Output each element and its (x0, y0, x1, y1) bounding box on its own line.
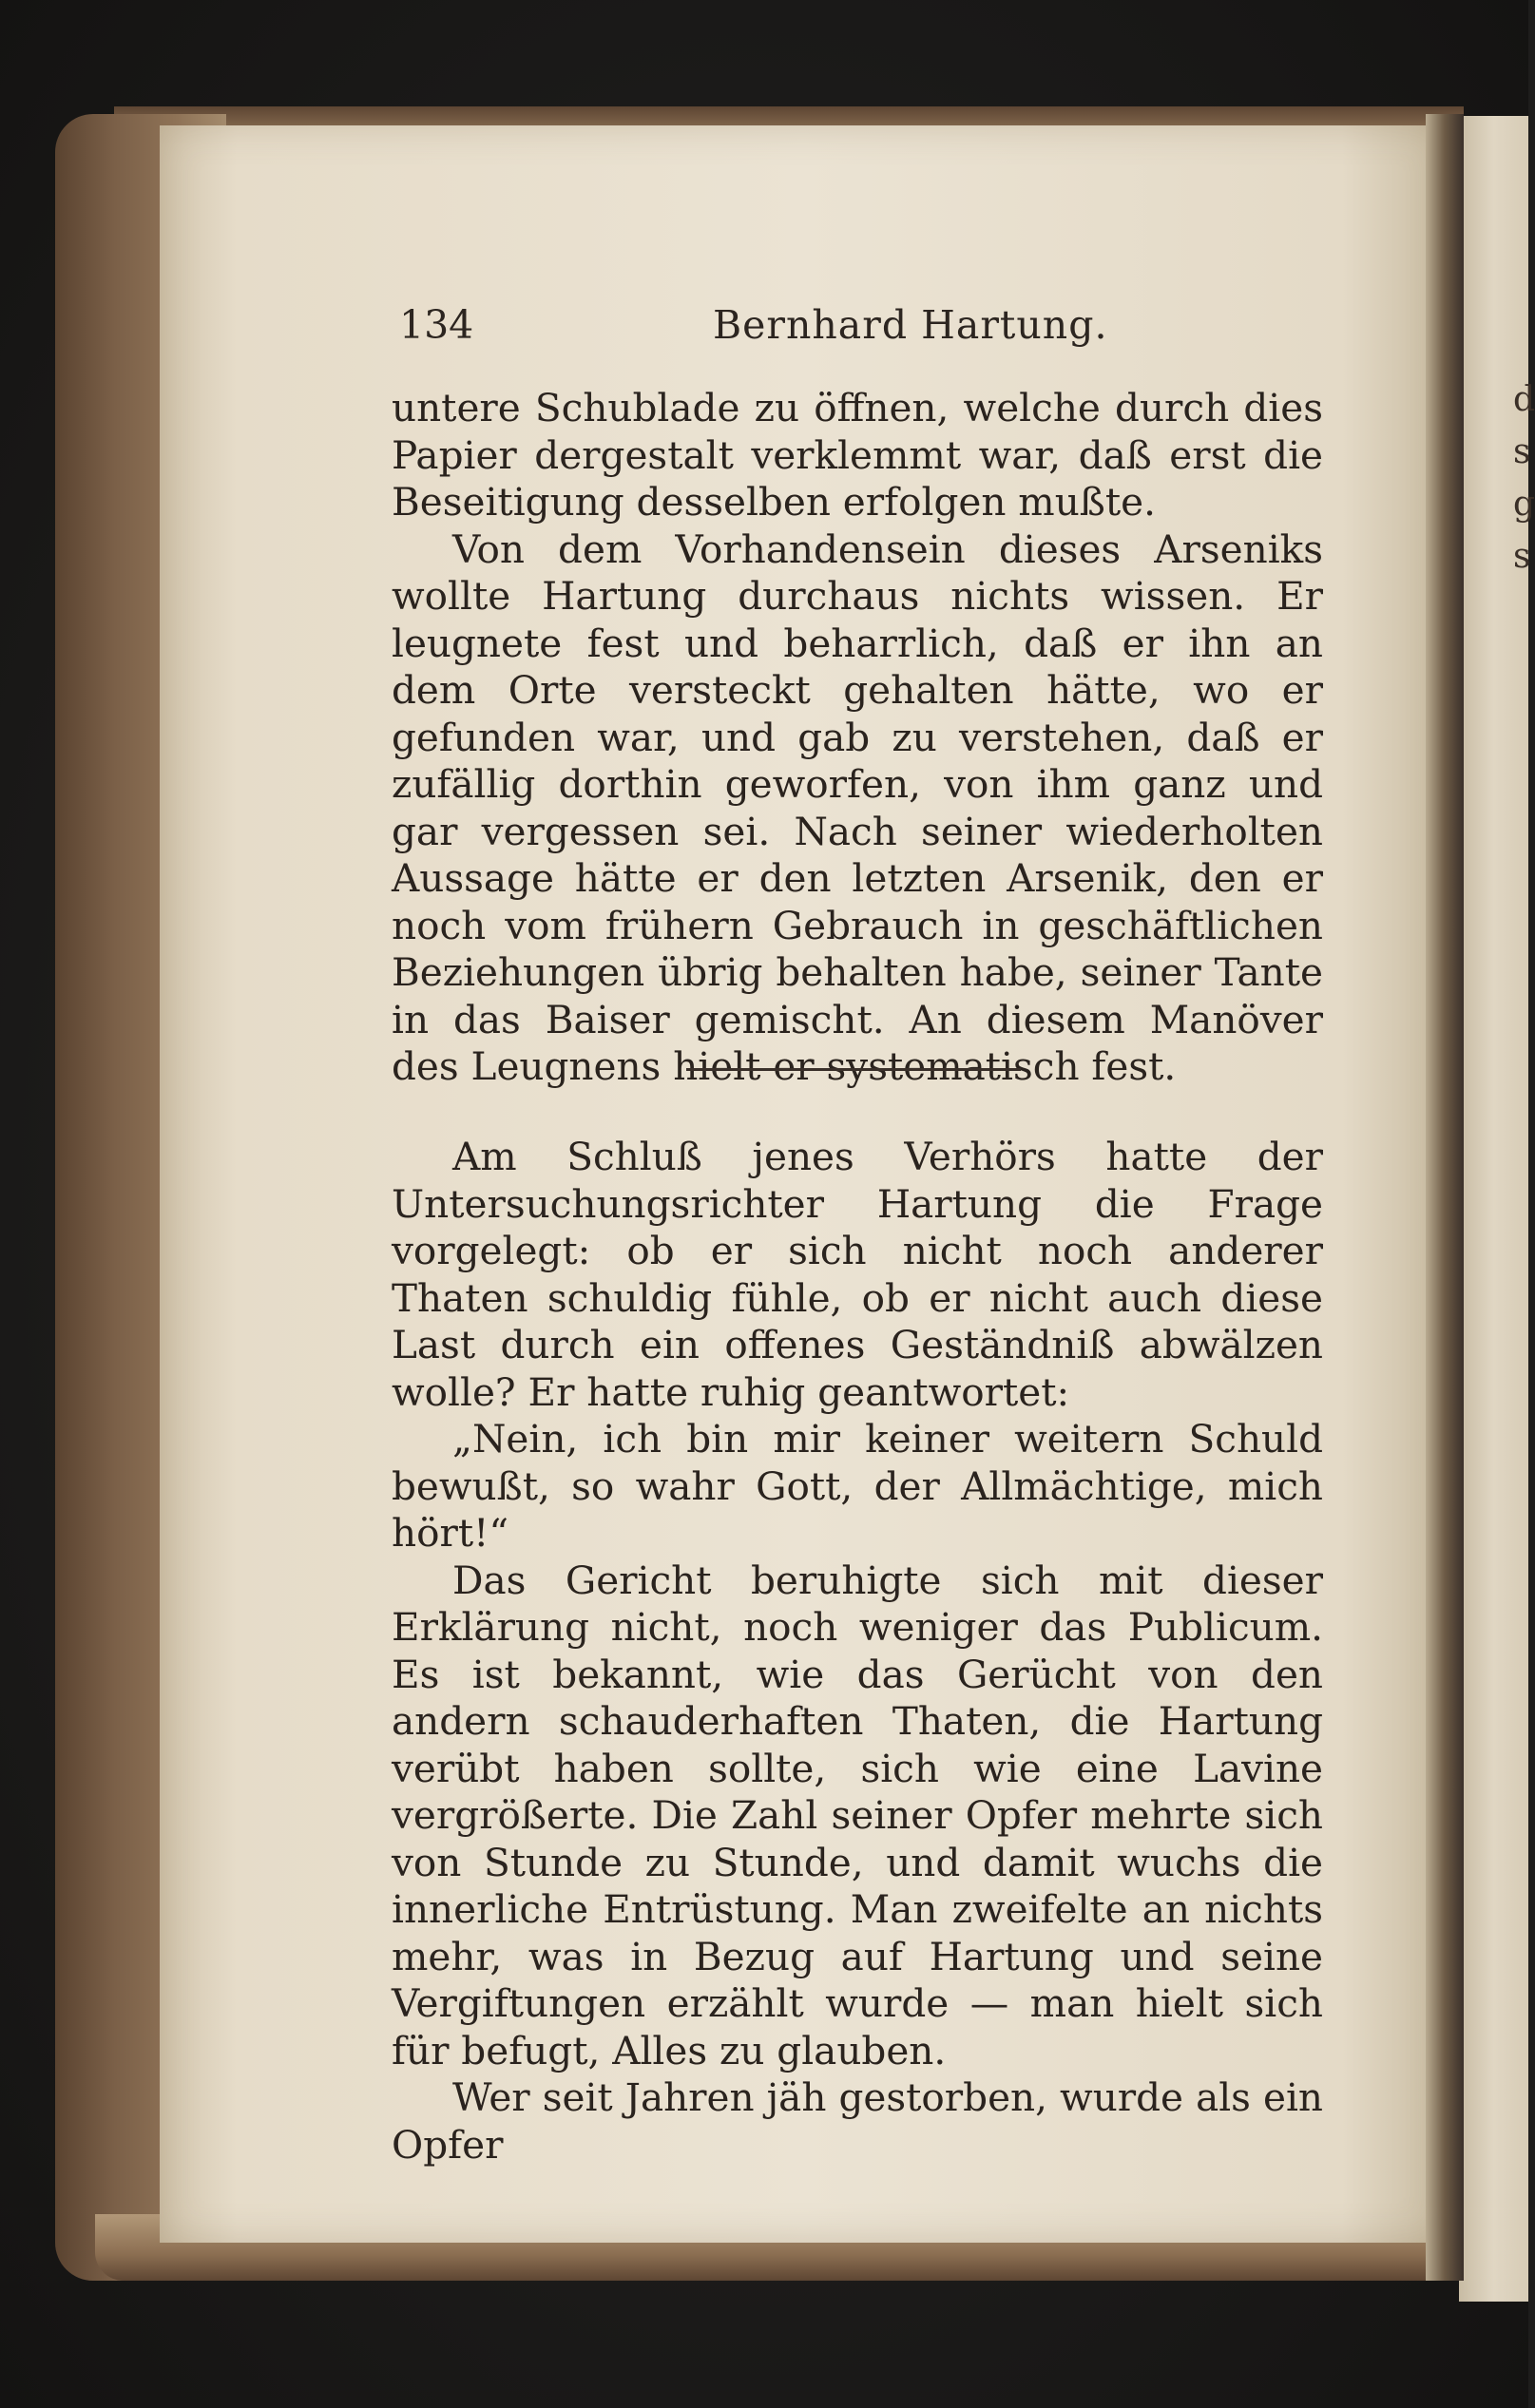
book-gutter (1426, 114, 1464, 2281)
facing-page-fragment: d (1513, 380, 1535, 419)
section-divider (686, 1068, 1021, 1071)
facing-page-fragment: g (1513, 485, 1535, 524)
facing-page-fragment: s (1513, 537, 1531, 576)
text-section-two (392, 1134, 1323, 2169)
paragraph: Am Schluß jenes Verhörs hatte der Untersuchungsrichter Hartung die Frage vorgelegt: ob er sich nicht noch anderer Thaten schuldig fühle, ob er nicht auch diese Last durch ein offenes Geständniß abwälzen wolle? Er hatte ruhig geantwortet: (392, 1134, 1323, 1415)
running-head (399, 302, 1350, 359)
page-number: 134 (399, 302, 474, 348)
paragraph-quote: „Nein, ich bin mir keiner weitern Schuld bewußt, so wahr Gott, der Allmächtige, mich hört!“ (392, 1416, 1323, 1556)
running-title: Bernhard Hartung. (713, 302, 1108, 348)
paragraph-continuation: untere Schublade zu öffnen, welche durch dies Papier dergestalt verklemmt war, daß erst die Beseitigung desselben erfolgen mußte. (392, 385, 1323, 525)
text-section-one (392, 385, 1323, 1091)
paragraph: Wer seit Jahren jäh gestorben, wurde als ein Opfer (392, 2074, 1323, 2168)
paragraph: Von dem Vorhandensein dieses Arseniks wollte Hartung durchaus nichts wissen. Er leugnete fest und beharrlich, daß er ihn an dem Orte versteckt gehalten hätte, wo er gefunden war, und gab zu verstehen, daß er zufällig dorthin geworfen, von ihm ganz und gar vergessen sei. Nach seiner wiederholten Aussage hätte er den letzten Arsenik, den er noch vom frühern Gebrauch in geschäftlichen Beziehungen übrig behalten habe, seiner Tante in das Baiser gemischt. An diesem Manöver des Leugnens hielt er systematisch fest. (392, 526, 1323, 1089)
facing-page-fragment: s (1513, 432, 1531, 471)
paragraph: Das Gericht beruhigte sich mit dieser Erklärung nicht, noch weniger das Publicum. Es ist bekannt, wie das Gerücht von den andern schauderhaften Thaten, die Hartung verübt haben sollte, sich wie eine Lavine vergrößerte. Die Zahl seiner Opfer mehrte sich von Stunde zu Stunde, und damit wuchs die innerliche Entrüstung. Man zweifelte an nichts mehr, was in Bezug auf Hartung und seine Vergiftungen erzählt wurde — man hielt sich für befugt, Alles zu glauben. (392, 1557, 1323, 2074)
